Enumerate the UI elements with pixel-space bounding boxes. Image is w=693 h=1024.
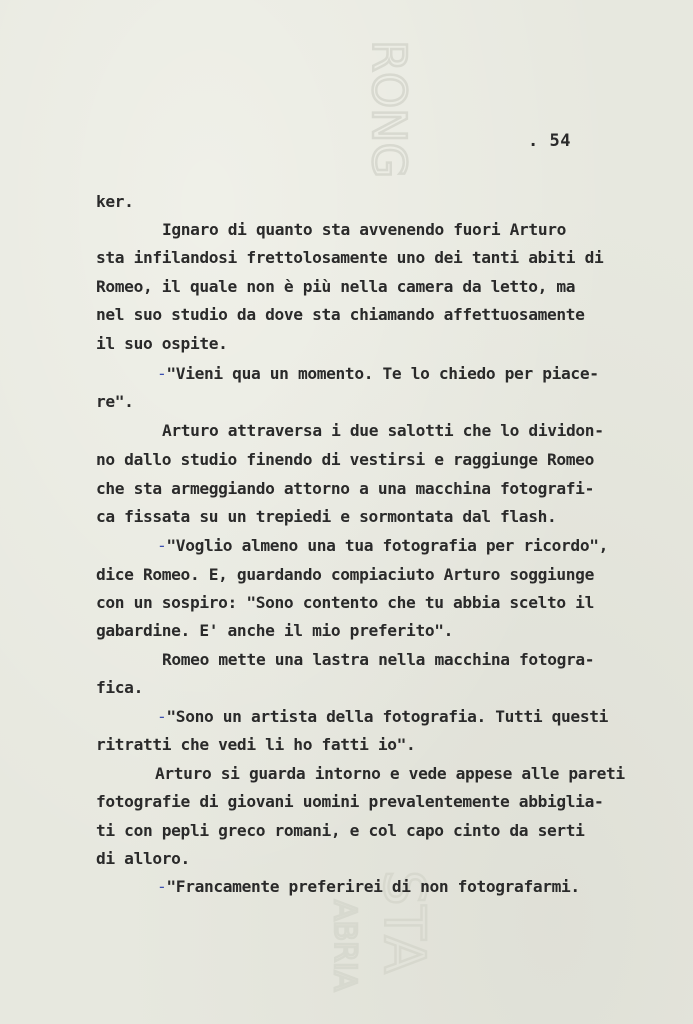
text-line: ti con pepli greco romani, e col capo cinto da serti [96,821,585,840]
text-line: ker. [96,192,134,211]
text-line: "Vieni qua un momento. Te lo chiedo per piace- [166,364,599,383]
text-line: no dallo studio finendo di vestirsi e raggiunge Romeo [96,450,594,469]
text-line: re". [96,392,134,411]
text-line: di alloro. [96,849,190,868]
text-line: Arturo si guarda intorno e vede appese alle pareti [155,764,625,783]
text-line: nel suo studio da dove sta chiamando affettuosamente [96,305,585,324]
text-line: con un sospiro: "Sono contento che tu abbia scelto il [96,593,594,612]
dash-mark: - [157,707,167,726]
text-line: che sta armeggiando attorno a una macchina fotografi- [96,479,594,498]
text-line: "Voglio almeno una tua fotografia per ricordo", [166,536,609,555]
dialogue-line [157,707,608,727]
text-line: sta infilandosi frettolosamente uno dei tanti abiti di [96,248,604,267]
text-line: dice Romeo. E, guardando compiaciuto Arturo soggiunge [96,565,594,584]
text-line: Arturo attraversa i due salotti che lo dividon- [162,421,604,440]
text-line: fotografie di giovani uomini prevalentemente abbiglia- [96,792,604,811]
dash-mark: - [157,877,167,896]
text-line: "Sono un artista della fotografia. Tutti questi [166,707,609,726]
text-line: fica. [96,678,143,697]
dash-mark: - [157,364,167,383]
text-line: Romeo, il quale non è più nella camera da letto, ma [96,277,576,296]
watermark-text-top: RONG [362,40,416,179]
watermark-text-bottom: STA [371,870,436,974]
text-line: gabardine. E' anche il mio preferito". [96,621,454,640]
dash-mark: - [157,536,167,555]
text-line: ca fissata su un trepiedi e sormontata dal flash. [96,507,557,526]
text-line: Ignaro di quanto sta avvenendo fuori Arturo [162,220,567,239]
text-line: "Francamente preferirei di non fotografarmi. [166,877,580,896]
dialogue-line [157,536,608,556]
text-line: il suo ospite. [96,334,228,353]
text-line: ritratti che vedi li ho fatti io". [96,735,416,754]
text-line: Romeo mette una lastra nella macchina fotogra- [162,650,595,669]
watermark-text-small: ABRIA [327,900,362,992]
dialogue-line [157,364,599,384]
dialogue-line [157,877,580,897]
page-number: . 54 [528,131,571,151]
